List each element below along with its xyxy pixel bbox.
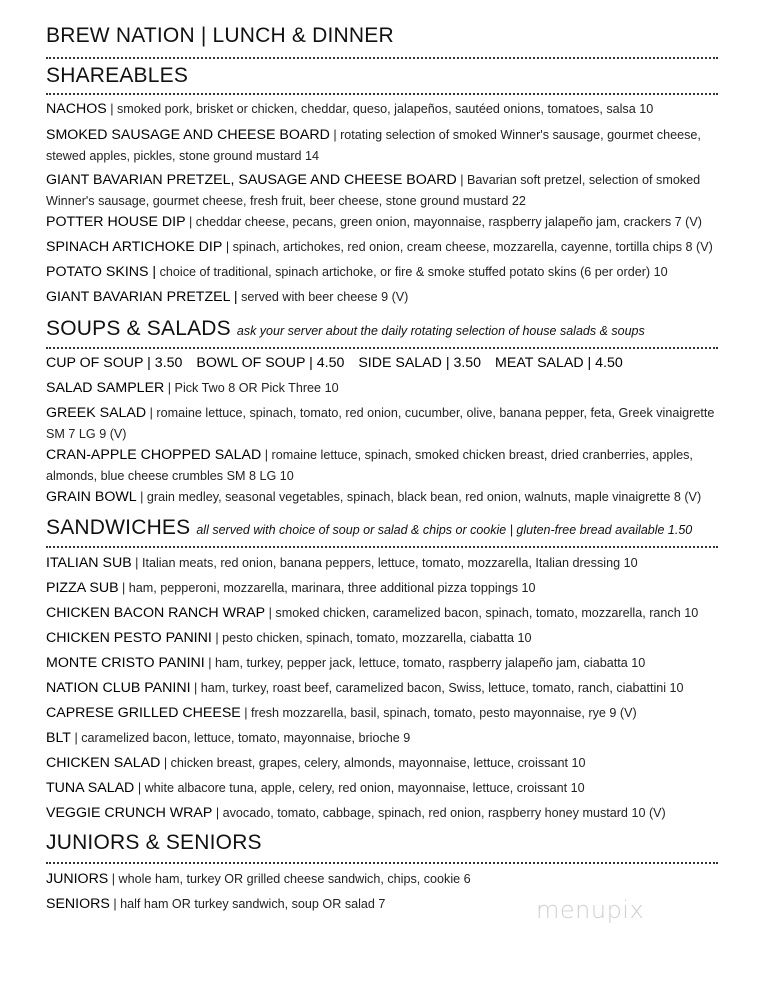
item-name: POTTER HOUSE DIP [46, 214, 186, 230]
section-note: ask your server about the daily rotating selection of house salads & soups [236, 324, 645, 338]
item-desc: | spinach, artichokes, red onion, cream cheese, mozzarella, cayenne, tortilla chips 8 (V) [225, 240, 713, 254]
section-title-text: SANDWICHES [46, 516, 191, 539]
section-title-juniors-seniors: JUNIORS & SENIORS [46, 831, 262, 854]
watermark: menupix [536, 896, 645, 924]
item-desc: | ham, turkey, pepper jack, lettuce, tomato, raspberry jalapeño jam, ciabatta 10 [208, 656, 646, 670]
section-title-text: SOUPS & SALADS [46, 317, 231, 340]
soup-salad-sizes [46, 353, 726, 374]
menu-item [46, 262, 726, 283]
item-desc: | chicken breast, grapes, celery, almonds, mayonnaise, lettuce, croissant 10 [163, 756, 586, 770]
menu-item [46, 603, 726, 624]
menu-item [46, 237, 726, 258]
item-name: SPINACH ARTICHOKE DIP [46, 239, 223, 255]
section-note: all served with choice of soup or salad & chips or cookie | gluten-free bread available 1.50 [196, 523, 693, 537]
menu-item [46, 212, 726, 233]
menu-item [46, 678, 726, 699]
item-desc: served with beer cheese 9 (V) [241, 290, 409, 304]
item-desc: | Bavarian soft pretzel, selection of smoked Winner's sausage, gourmet cheese, fresh fruit, beer cheese, stone ground mustard 22 [46, 173, 701, 208]
item-desc: | avocado, tomato, cabbage, spinach, red onion, raspberry honey mustard 10 (V) [215, 806, 666, 820]
size-price: BOWL OF SOUP | 4.50 [196, 355, 345, 371]
item-name: GREEK SALAD [46, 405, 147, 421]
menu-item [46, 628, 726, 649]
item-name: CRAN-APPLE CHOPPED SALAD [46, 447, 262, 463]
divider [46, 862, 718, 864]
item-name: GIANT BAVARIAN PRETZEL | [46, 289, 238, 305]
item-name: MONTE CRISTO PANINI [46, 655, 205, 671]
menu-item [46, 578, 726, 599]
menu-item [46, 553, 726, 574]
menu-item [46, 778, 726, 799]
size-price: CUP OF SOUP | 3.50 [46, 355, 183, 371]
item-name: SENIORS [46, 896, 110, 912]
item-name: CAPRESE GRILLED CHEESE [46, 705, 241, 721]
item-desc: | romaine lettuce, spinach, smoked chicken breast, dried cranberries, apples, almonds, blue cheese crumbles SM 8 LG 10 [46, 448, 693, 483]
size-price: SIDE SALAD | 3.50 [358, 355, 482, 371]
item-name: VEGGIE CRUNCH WRAP [46, 805, 213, 821]
item-name: CHICKEN SALAD [46, 755, 161, 771]
item-desc: | ham, pepperoni, mozzarella, marinara, three additional pizza toppings 10 [122, 581, 536, 595]
menu-item [46, 125, 726, 167]
item-desc: | fresh mozzarella, basil, spinach, tomato, pesto mayonnaise, rye 9 (V) [244, 706, 637, 720]
item-desc: | romaine lettuce, spinach, tomato, red onion, cucumber, olive, banana pepper, feta, Greek vinaigrette SM 7 LG 9 (V) [46, 406, 715, 441]
item-name: JUNIORS [46, 871, 109, 887]
menu-item [46, 378, 726, 399]
section-title-shareables: SHAREABLES [46, 64, 189, 87]
item-name: GIANT BAVARIAN PRETZEL, SAUSAGE AND CHEESE BOARD [46, 172, 457, 188]
menu-item [46, 753, 726, 774]
menu-item [46, 170, 726, 212]
item-name: SALAD SAMPLER [46, 380, 165, 396]
item-desc: | smoked chicken, caramelized bacon, spinach, tomato, mozzarella, ranch 10 [268, 606, 699, 620]
divider [46, 347, 718, 349]
page-title: BREW NATION | LUNCH & DINNER [46, 24, 394, 47]
menu-item [46, 803, 726, 824]
item-desc: | rotating selection of smoked Winner's sausage, gourmet cheese, stewed apples, pickles, stone ground mustard 14 [46, 128, 701, 163]
item-name: SMOKED SAUSAGE AND CHEESE BOARD [46, 127, 330, 143]
item-desc: | white albacore tuna, apple, celery, red onion, mayonnaise, lettuce, croissant 10 [137, 781, 585, 795]
section-title-sandwiches [46, 516, 692, 540]
menu-item [46, 287, 726, 308]
item-name: POTATO SKINS | [46, 264, 157, 280]
item-desc: | smoked pork, brisket or chicken, cheddar, queso, jalapeños, sautéed onions, tomatoes, salsa 10 [110, 102, 654, 116]
menu-item [46, 445, 726, 487]
menu-item [46, 487, 726, 508]
section-title-soups-salads [46, 317, 645, 341]
menu-item [46, 703, 726, 724]
item-name: CHICKEN PESTO PANINI [46, 630, 212, 646]
divider [46, 546, 718, 548]
size-price: MEAT SALAD | 4.50 [495, 355, 623, 371]
item-name: BLT [46, 730, 71, 746]
item-desc: | whole ham, turkey OR grilled cheese sandwich, chips, cookie 6 [111, 872, 471, 886]
item-desc: | Pick Two 8 OR Pick Three 10 [167, 381, 339, 395]
item-desc: choice of traditional, spinach artichoke, or fire & smoke stuffed potato skins (6 per order) 10 [159, 265, 668, 279]
item-desc: | cheddar cheese, pecans, green onion, mayonnaise, raspberry jalapeño jam, crackers 7 (V) [189, 215, 702, 229]
item-name: CHICKEN BACON RANCH WRAP [46, 605, 266, 621]
menu-item [46, 728, 726, 749]
item-desc: | caramelized bacon, lettuce, tomato, mayonnaise, brioche 9 [74, 731, 411, 745]
menu-item [46, 99, 726, 120]
menu-item [46, 403, 726, 445]
item-name: GRAIN BOWL [46, 489, 137, 505]
divider [46, 93, 718, 95]
divider [46, 57, 718, 59]
item-desc: | pesto chicken, spinach, tomato, mozzarella, ciabatta 10 [215, 631, 532, 645]
item-desc: | half ham OR turkey sandwich, soup OR salad 7 [113, 897, 386, 911]
item-desc: | Italian meats, red onion, banana peppers, lettuce, tomato, mozzarella, Italian dressing 10 [135, 556, 638, 570]
item-name: PIZZA SUB [46, 580, 119, 596]
item-desc: | ham, turkey, roast beef, caramelized bacon, Swiss, lettuce, tomato, ranch, ciabattini 10 [194, 681, 684, 695]
menu-item [46, 653, 726, 674]
item-name: ITALIAN SUB [46, 555, 132, 571]
item-name: NATION CLUB PANINI [46, 680, 191, 696]
menu-item [46, 869, 726, 890]
item-name: TUNA SALAD [46, 780, 135, 796]
item-desc: | grain medley, seasonal vegetables, spinach, black bean, red onion, walnuts, maple vinaigrette 8 (V) [140, 490, 702, 504]
item-name: NACHOS [46, 101, 107, 117]
